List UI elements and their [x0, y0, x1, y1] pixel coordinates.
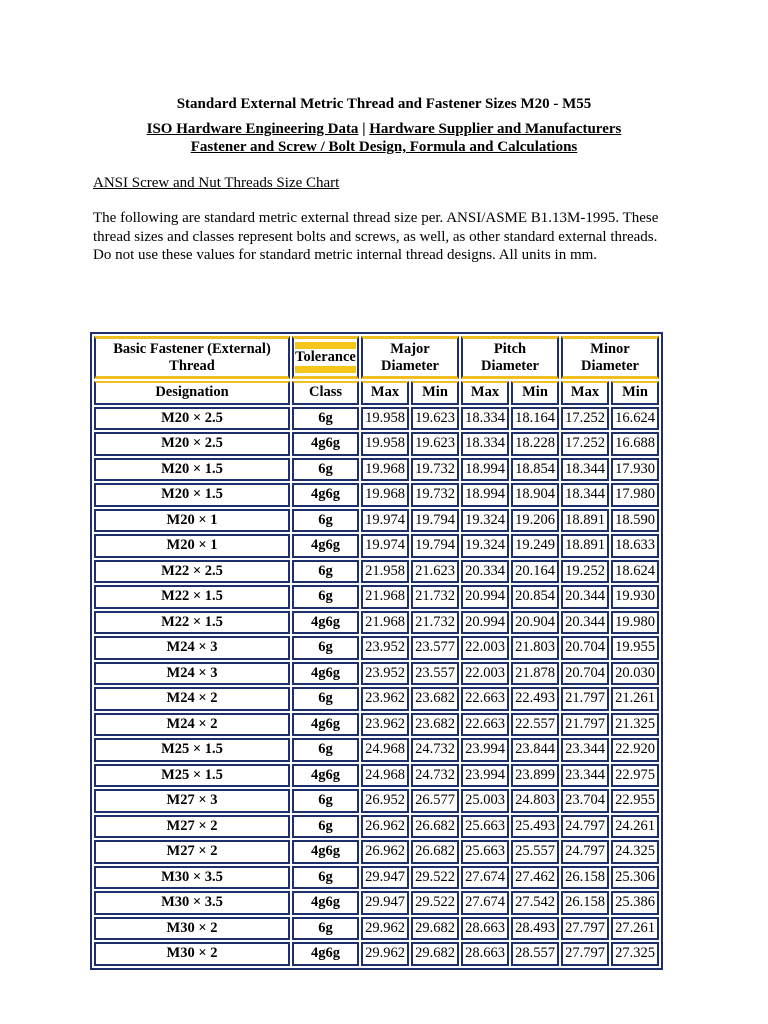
minor-max-cell: 20.704 — [561, 662, 609, 686]
class-cell: 6g — [292, 585, 359, 609]
class-cell: 6g — [292, 636, 359, 660]
pitch-min-cell: 28.557 — [511, 942, 559, 966]
pitch-min-cell: 21.803 — [511, 636, 559, 660]
minor-min-cell: 19.980 — [611, 611, 659, 635]
minor-min-cell: 19.930 — [611, 585, 659, 609]
class-cell: 6g — [292, 789, 359, 813]
table-row — [94, 789, 659, 813]
header-row-2 — [94, 381, 659, 405]
major-max-cell: 19.968 — [361, 483, 409, 507]
minor-min-cell: 18.590 — [611, 509, 659, 533]
table-row — [94, 458, 659, 482]
major-max-cell: 26.952 — [361, 789, 409, 813]
minor-min-cell: 24.261 — [611, 815, 659, 839]
designation-cell: M20 × 1 — [94, 534, 290, 558]
pitch-min-cell: 20.164 — [511, 560, 559, 584]
table-row — [94, 815, 659, 839]
header-tolerance-label: Tolerance — [295, 349, 356, 365]
minor-max-cell: 20.344 — [561, 611, 609, 635]
minor-max-cell: 21.797 — [561, 713, 609, 737]
designation-cell: M24 × 3 — [94, 636, 290, 660]
table-row — [94, 891, 659, 915]
table-row — [94, 687, 659, 711]
major-min-cell: 26.682 — [411, 840, 459, 864]
pitch-max-cell: 19.324 — [461, 509, 509, 533]
table-row — [94, 840, 659, 864]
designation-cell: M20 × 1.5 — [94, 483, 290, 507]
header-basic-thread: Basic Fastener (External) Thread — [94, 336, 290, 379]
class-cell: 6g — [292, 687, 359, 711]
class-cell: 6g — [292, 917, 359, 941]
pitch-min-cell: 22.493 — [511, 687, 559, 711]
minor-max-cell: 17.252 — [561, 432, 609, 456]
major-max-cell: 29.947 — [361, 866, 409, 890]
minor-min-cell: 18.633 — [611, 534, 659, 558]
class-cell: 4g6g — [292, 891, 359, 915]
designation-cell: M25 × 1.5 — [94, 764, 290, 788]
major-max-cell: 26.962 — [361, 815, 409, 839]
pitch-min-cell: 25.493 — [511, 815, 559, 839]
major-min-cell: 23.557 — [411, 662, 459, 686]
minor-min-cell: 27.325 — [611, 942, 659, 966]
intro-line: thread sizes and classes represent bolts and screws, as well, as other standard external threads. — [93, 228, 658, 245]
minor-max-cell: 26.158 — [561, 891, 609, 915]
designation-cell: M27 × 2 — [94, 815, 290, 839]
minor-min-cell: 19.955 — [611, 636, 659, 660]
class-cell: 6g — [292, 560, 359, 584]
table-row — [94, 764, 659, 788]
minor-max-cell: 18.891 — [561, 509, 609, 533]
pitch-min-cell: 20.904 — [511, 611, 559, 635]
intro-paragraph — [93, 209, 683, 265]
table-row — [94, 560, 659, 584]
designation-cell: M20 × 2.5 — [94, 407, 290, 431]
header-major-min: Min — [411, 381, 459, 405]
pitch-min-cell: 20.854 — [511, 585, 559, 609]
class-cell: 6g — [292, 407, 359, 431]
header-designation: Designation — [94, 381, 290, 405]
designation-cell: M22 × 2.5 — [94, 560, 290, 584]
designation-cell: M22 × 1.5 — [94, 611, 290, 635]
table-row — [94, 636, 659, 660]
major-min-cell: 26.577 — [411, 789, 459, 813]
major-min-cell: 23.682 — [411, 713, 459, 737]
header-minor-diameter: Minor Diameter — [561, 336, 659, 379]
class-cell: 4g6g — [292, 534, 359, 558]
minor-min-cell: 21.325 — [611, 713, 659, 737]
pitch-max-cell: 18.334 — [461, 432, 509, 456]
minor-min-cell: 25.386 — [611, 891, 659, 915]
pitch-max-cell: 23.994 — [461, 738, 509, 762]
major-max-cell: 24.968 — [361, 764, 409, 788]
major-min-cell: 19.794 — [411, 534, 459, 558]
class-cell: 4g6g — [292, 840, 359, 864]
minor-max-cell: 18.344 — [561, 458, 609, 482]
designation-cell: M27 × 3 — [94, 789, 290, 813]
table-row — [94, 611, 659, 635]
tolerance-highlight — [295, 366, 356, 373]
designation-cell: M24 × 3 — [94, 662, 290, 686]
designation-cell: M30 × 2 — [94, 917, 290, 941]
minor-min-cell: 16.688 — [611, 432, 659, 456]
header-minor-min: Min — [611, 381, 659, 405]
minor-max-cell: 24.797 — [561, 840, 609, 864]
minor-max-cell: 23.344 — [561, 738, 609, 762]
pitch-min-cell: 18.228 — [511, 432, 559, 456]
designation-cell: M30 × 3.5 — [94, 891, 290, 915]
class-cell: 4g6g — [292, 611, 359, 635]
pitch-min-cell: 23.899 — [511, 764, 559, 788]
major-min-cell: 19.732 — [411, 483, 459, 507]
pitch-max-cell: 18.994 — [461, 458, 509, 482]
header-class: Class — [292, 381, 359, 405]
header-major-diameter: Major Diameter — [361, 336, 459, 379]
table-row — [94, 407, 659, 431]
minor-min-cell: 25.306 — [611, 866, 659, 890]
table-row — [94, 509, 659, 533]
major-min-cell: 29.522 — [411, 891, 459, 915]
designation-cell: M22 × 1.5 — [94, 585, 290, 609]
pitch-max-cell: 18.334 — [461, 407, 509, 431]
designation-cell: M24 × 2 — [94, 713, 290, 737]
major-max-cell: 19.974 — [361, 534, 409, 558]
class-cell: 4g6g — [292, 713, 359, 737]
minor-min-cell: 17.980 — [611, 483, 659, 507]
designation-cell: M20 × 2.5 — [94, 432, 290, 456]
hardware-supplier-link[interactable]: Hardware Supplier and Manufacturers — [369, 121, 622, 137]
pitch-min-cell: 25.557 — [511, 840, 559, 864]
class-cell: 4g6g — [292, 764, 359, 788]
pitch-min-cell: 27.462 — [511, 866, 559, 890]
designation-cell: M24 × 2 — [94, 687, 290, 711]
class-cell: 4g6g — [292, 483, 359, 507]
pitch-max-cell: 22.663 — [461, 713, 509, 737]
pitch-min-cell: 27.542 — [511, 891, 559, 915]
minor-max-cell: 23.704 — [561, 789, 609, 813]
minor-min-cell: 20.030 — [611, 662, 659, 686]
major-min-cell: 23.577 — [411, 636, 459, 660]
table-row — [94, 432, 659, 456]
pitch-min-cell: 19.249 — [511, 534, 559, 558]
table-row — [94, 585, 659, 609]
class-cell: 6g — [292, 815, 359, 839]
major-max-cell: 21.958 — [361, 560, 409, 584]
major-max-cell: 23.962 — [361, 713, 409, 737]
pitch-max-cell: 20.334 — [461, 560, 509, 584]
pitch-max-cell: 20.994 — [461, 585, 509, 609]
pitch-max-cell: 25.003 — [461, 789, 509, 813]
table-row — [94, 662, 659, 686]
major-min-cell: 29.522 — [411, 866, 459, 890]
minor-max-cell: 27.797 — [561, 917, 609, 941]
major-min-cell: 23.682 — [411, 687, 459, 711]
minor-min-cell: 16.624 — [611, 407, 659, 431]
pitch-min-cell: 28.493 — [511, 917, 559, 941]
minor-min-cell: 17.930 — [611, 458, 659, 482]
major-max-cell: 26.962 — [361, 840, 409, 864]
pitch-max-cell: 25.663 — [461, 840, 509, 864]
pitch-max-cell: 27.674 — [461, 891, 509, 915]
major-min-cell: 19.732 — [411, 458, 459, 482]
major-min-cell: 19.623 — [411, 432, 459, 456]
pitch-max-cell: 22.003 — [461, 636, 509, 660]
class-cell: 6g — [292, 866, 359, 890]
pitch-max-cell: 25.663 — [461, 815, 509, 839]
pitch-min-cell: 18.854 — [511, 458, 559, 482]
table-row — [94, 917, 659, 941]
minor-min-cell: 21.261 — [611, 687, 659, 711]
pitch-min-cell: 18.164 — [511, 407, 559, 431]
tolerance-highlight — [295, 342, 356, 349]
minor-max-cell: 19.252 — [561, 560, 609, 584]
minor-max-cell: 20.344 — [561, 585, 609, 609]
link-separator: | — [358, 121, 370, 137]
major-max-cell: 24.968 — [361, 738, 409, 762]
major-max-cell: 23.952 — [361, 636, 409, 660]
major-max-cell: 19.968 — [361, 458, 409, 482]
minor-min-cell: 18.624 — [611, 560, 659, 584]
minor-max-cell: 18.344 — [561, 483, 609, 507]
pitch-max-cell: 27.674 — [461, 866, 509, 890]
designation-cell: M25 × 1.5 — [94, 738, 290, 762]
minor-max-cell: 24.797 — [561, 815, 609, 839]
class-cell: 6g — [292, 458, 359, 482]
header-links-row — [0, 120, 768, 138]
minor-max-cell: 26.158 — [561, 866, 609, 890]
major-max-cell: 19.958 — [361, 432, 409, 456]
class-cell: 4g6g — [292, 432, 359, 456]
minor-max-cell: 21.797 — [561, 687, 609, 711]
pitch-min-cell: 24.803 — [511, 789, 559, 813]
table-row — [94, 866, 659, 890]
major-max-cell: 29.962 — [361, 942, 409, 966]
pitch-max-cell: 23.994 — [461, 764, 509, 788]
minor-max-cell: 20.704 — [561, 636, 609, 660]
intro-line: Do not use these values for standard metric internal thread designs. All units in mm. — [93, 247, 598, 263]
table-row — [94, 713, 659, 737]
minor-min-cell: 22.920 — [611, 738, 659, 762]
designation-cell: M30 × 2 — [94, 942, 290, 966]
intro-line: The following are standard metric external thread size per. ANSI/ASME B1.13M-1995. These — [93, 210, 659, 226]
designation-cell: M30 × 3.5 — [94, 866, 290, 890]
major-max-cell: 23.952 — [361, 662, 409, 686]
major-max-cell: 29.947 — [361, 891, 409, 915]
table-row — [94, 534, 659, 558]
pitch-max-cell: 18.994 — [461, 483, 509, 507]
header-row-1 — [94, 336, 659, 379]
major-max-cell: 21.968 — [361, 611, 409, 635]
minor-min-cell: 22.955 — [611, 789, 659, 813]
pitch-min-cell: 23.844 — [511, 738, 559, 762]
class-cell: 4g6g — [292, 942, 359, 966]
pitch-min-cell: 22.557 — [511, 713, 559, 737]
pitch-max-cell: 22.663 — [461, 687, 509, 711]
major-max-cell: 21.968 — [361, 585, 409, 609]
table-row — [94, 942, 659, 966]
major-max-cell: 23.962 — [361, 687, 409, 711]
major-min-cell: 29.682 — [411, 917, 459, 941]
header-links-row-2 — [0, 138, 768, 156]
minor-max-cell: 18.891 — [561, 534, 609, 558]
thread-size-table — [90, 332, 663, 970]
major-min-cell: 24.732 — [411, 764, 459, 788]
major-min-cell: 21.732 — [411, 585, 459, 609]
major-min-cell: 26.682 — [411, 815, 459, 839]
pitch-max-cell: 28.663 — [461, 917, 509, 941]
class-cell: 6g — [292, 509, 359, 533]
page-title: Standard External Metric Thread and Fastener Sizes M20 - M55 — [176, 96, 592, 112]
designation-cell: M20 × 1 — [94, 509, 290, 533]
minor-max-cell: 23.344 — [561, 764, 609, 788]
iso-hardware-link[interactable]: ISO Hardware Engineering Data — [146, 121, 359, 137]
major-max-cell: 29.962 — [361, 917, 409, 941]
minor-max-cell: 17.252 — [561, 407, 609, 431]
major-min-cell: 19.623 — [411, 407, 459, 431]
major-min-cell: 19.794 — [411, 509, 459, 533]
header-pitch-min: Min — [511, 381, 559, 405]
minor-min-cell: 27.261 — [611, 917, 659, 941]
header-pitch-max: Max — [461, 381, 509, 405]
pitch-min-cell: 21.878 — [511, 662, 559, 686]
designation-cell: M20 × 1.5 — [94, 458, 290, 482]
major-max-cell: 19.974 — [361, 509, 409, 533]
header-minor-max: Max — [561, 381, 609, 405]
pitch-min-cell: 19.206 — [511, 509, 559, 533]
minor-min-cell: 22.975 — [611, 764, 659, 788]
header-tolerance — [292, 336, 359, 379]
minor-min-cell: 24.325 — [611, 840, 659, 864]
pitch-max-cell: 19.324 — [461, 534, 509, 558]
designation-cell: M27 × 2 — [94, 840, 290, 864]
table-row — [94, 738, 659, 762]
table-body — [94, 407, 659, 966]
table-row — [94, 483, 659, 507]
header-pitch-diameter: Pitch Diameter — [461, 336, 559, 379]
class-cell: 4g6g — [292, 662, 359, 686]
pitch-max-cell: 22.003 — [461, 662, 509, 686]
ansi-chart-link[interactable]: ANSI Screw and Nut Threads Size Chart — [93, 175, 340, 191]
major-min-cell: 21.623 — [411, 560, 459, 584]
pitch-max-cell: 28.663 — [461, 942, 509, 966]
major-min-cell: 29.682 — [411, 942, 459, 966]
fastener-design-link[interactable]: Fastener and Screw / Bolt Design, Formula and Calculations — [190, 139, 578, 155]
major-min-cell: 24.732 — [411, 738, 459, 762]
class-cell: 6g — [292, 738, 359, 762]
major-min-cell: 21.732 — [411, 611, 459, 635]
major-max-cell: 19.958 — [361, 407, 409, 431]
pitch-max-cell: 20.994 — [461, 611, 509, 635]
header-major-max: Max — [361, 381, 409, 405]
pitch-min-cell: 18.904 — [511, 483, 559, 507]
minor-max-cell: 27.797 — [561, 942, 609, 966]
